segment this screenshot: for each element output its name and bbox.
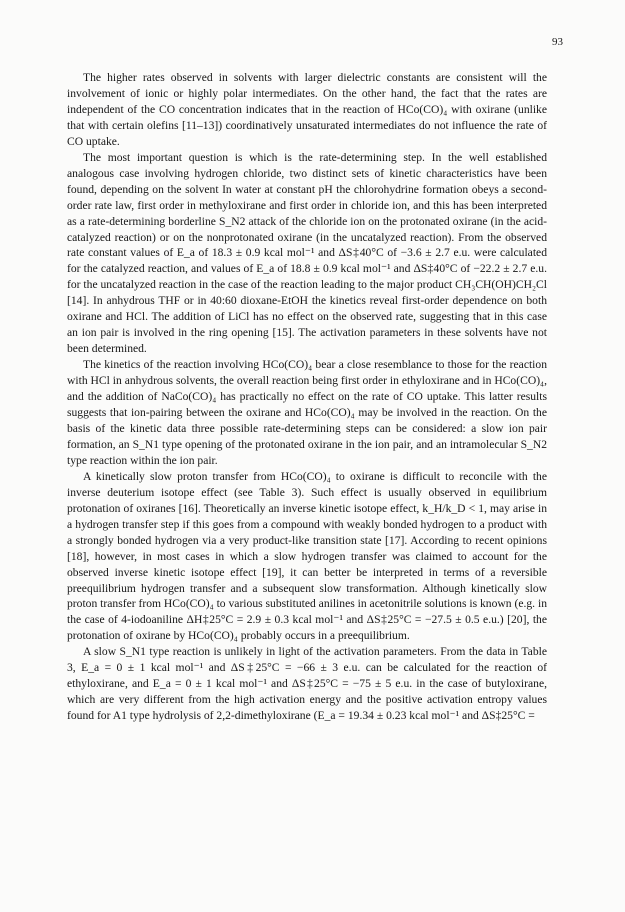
body-text [67,70,547,724]
paragraph-rate-determining-step: The most important question is which is the rate-determining step. In the well established analogous case involving hydrogen chloride, two distinct sets of kinetic characteristics have been found, depending on the solvent In water at constant pH the chlorohydrine formation obeys a second-order rate law, first order in methyloxirane and first order in chloride ion, and this has been interpreted as a rate-determining borderline S_N2 attack of the chloride ion on the protonated oxirane (in the acid-catalyzed reaction) or on the nonprotonated oxirane (in the uncatalyzed reaction). From the observed rate constant values of E_a of 18.3 ± 0.9 kcal mol⁻¹ and ΔS‡40°C of −3.6 ± 2.7 e.u. were calculated for the catalyzed reaction, and values of E_a of 18.8 ± 0.9 kcal mol⁻¹ and ΔS‡40°C of −22.2 ± 2.7 e.u. for the uncatalyzed reaction in the case of the reaction leading to the major product CH₃CH(OH)CH₂Cl [14]. In anhydrous THF or in 40:60 dioxane-EtOH the kinetics reveal first-order dependence on both oxirane and HCl. The addition of LiCl has no effect on the observed rate, suggesting that in this case an ion pair is involved in the ring opening [15]. The activation parameters in these solvents have not been determined. [67,150,547,356]
paragraph-sn1-activation: A slow S_N1 type reaction is unlikely in light of the activation parameters. From the data in Table 3, E_a = 0 ± 1 kcal mol⁻¹ and ΔS‡25°C = −66 ± 3 e.u. can be calculated for the reaction of ethyloxirane, and E_a = 0 ± 1 kcal mol⁻¹ and ΔS‡25°C = −75 ± 5 e.u. in the case of butyloxirane, which are very different from the high activation energy and the positive activation entropy values found for A1 type hydrolysis of 2,2-dimethyloxirane (E_a = 19.34 ± 0.23 kcal mol⁻¹ and ΔS‡25°C = [67,645,547,723]
paragraph-dielectric-effect: The higher rates observed in solvents with larger dielectric constants are consistent will the involvement of ionic or highly polar intermediates. On the other hand, the fact that the rates are independent of the CO concentration indicates that in the reaction of HCo(CO)₄ with oxirane (unlike that with certain olefins [11–13]) coordinatively unsaturated intermediates do not influence the rate of CO uptake. [67,71,547,148]
page-number: 93 [552,36,563,48]
paragraph-hco-kinetics: The kinetics of the reaction involving HCo(CO)₄ bear a close resemblance to those for the reaction with HCl in anhydrous solvents, the overall reaction being first order in ethyloxirane and in HCo(CO)₄, and the addition of NaCo(CO)₄ has practically no effect on the rate of CO uptake. This latter results suggests that ion-pairing between the oxirane and HCo(CO)₄ may be involved in the reaction. On the basis of the kinetic data three possible rate-determining steps can be considered: a slow ion pair formation, an S_N1 type opening of the protonated oxirane in the ion pair, and an intramolecular S_N2 type reaction within the ion pair. [67,358,547,467]
paragraph-isotope-effect: A kinetically slow proton transfer from HCo(CO)₄ to oxirane is difficult to reconcile with the inverse deuterium isotope effect (see Table 3). Such effect is usually observed in equilibrium protonation of oxiranes [16]. Theoretically an inverse kinetic isotope effect, k_H/k_D < 1, may arise in a hydrogen transfer step if this goes from a compound with weakly bonded hydrogen to a product with a strongly bonded hydrogen via a very product-like transition state [17]. According to recent opinions [18], however, in most cases in which a slow hydrogen transfer was claimed to account for the observed inverse kinetic isotope effect [19], it can better be interpreted in terms of a reversible preequilibrium hydrogen transfer and a subsequent slow transformation. Although kinetically slow proton transfer from HCo(CO)₄ to various substituted anilines in acetonitrile solutions is known (e.g. in the case of 4-iodoaniline ΔH‡25°C = 2.9 ± 0.3 kcal mol⁻¹ and ΔS‡25°C = −27.5 ± 0.5 e.u.) [20], the protonation of oxirane by HCo(CO)₄ probably occurs in a preequilibrium. [67,469,547,643]
